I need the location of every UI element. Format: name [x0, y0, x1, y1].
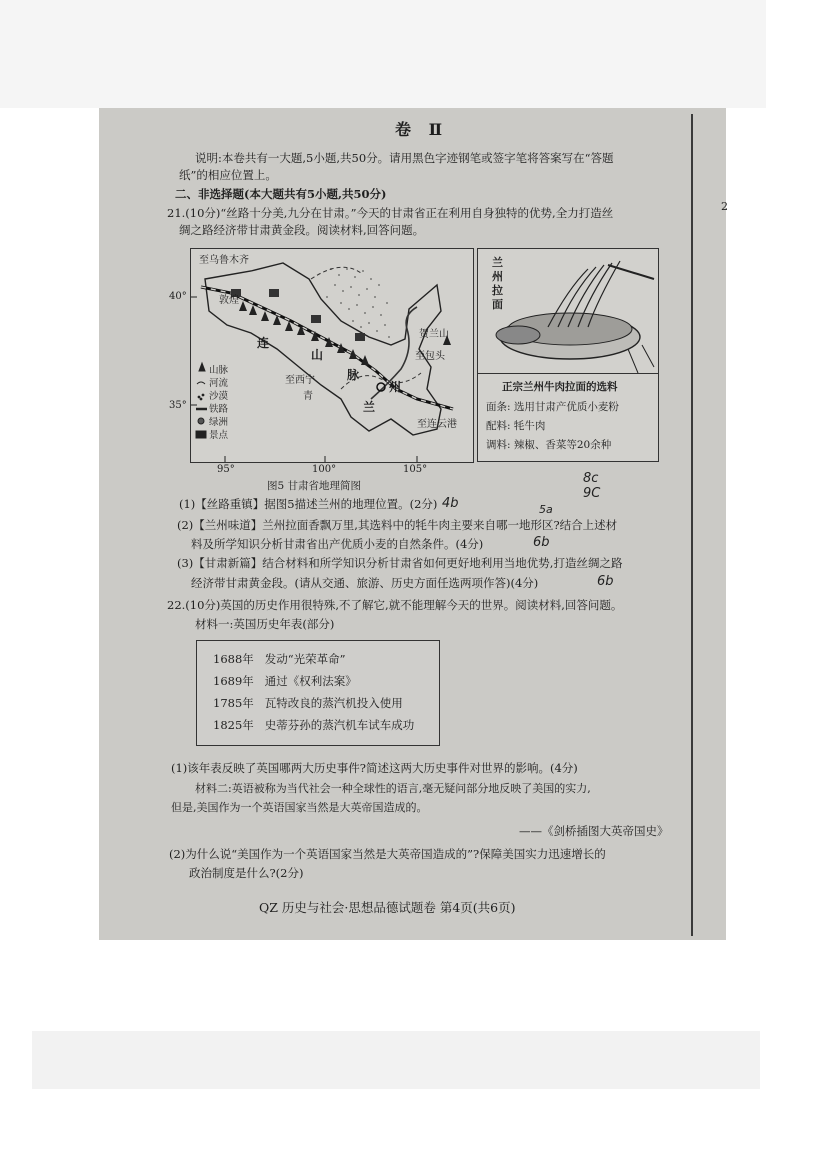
- lat-label-40: 40°: [169, 291, 187, 302]
- handwritten-6b-2: 6b: [597, 574, 614, 589]
- uk-history-timeline: [196, 640, 440, 746]
- q22-sub-2-line-1: (2)为什么说“美国作为一个英语国家当然是大英帝国造成的”?保障美国实力迅速增长的: [169, 847, 606, 861]
- timeline-row: [213, 651, 346, 667]
- timeline-year: 1785年: [213, 696, 254, 710]
- timeline-year: 1689年: [213, 674, 254, 688]
- legend-desert: 沙漠: [209, 391, 229, 402]
- lat-label-35: 35°: [169, 400, 187, 411]
- timeline-event: 史蒂芬孙的蒸汽机车试车成功: [264, 718, 415, 732]
- exam-page-photo: [99, 108, 726, 940]
- legend-scenic: 景点: [209, 430, 229, 441]
- legend-railway: 铁路: [209, 404, 229, 415]
- q21-sub-2-line-1: (2)【兰州味道】兰州拉面香飘万里,其选料中的牦牛肉主要来自哪一地形区?结合上述材: [177, 518, 618, 532]
- timeline-event: 通过《权利法案》: [264, 674, 357, 688]
- q21-sub-3-line-2: 经济带甘肃黄金段。(请从交通、旅游、历史方面任选两项作答)(4分): [191, 576, 539, 590]
- label-qilian-2: 山: [311, 348, 324, 362]
- label-to-baotou: 至包头: [415, 351, 445, 362]
- label-to-lianyungang: 至连云港: [417, 419, 457, 430]
- q22-sub-1: (1)该年表反映了英国哪两大历史事件?简述这两大历史事件对世界的影响。(4分): [171, 761, 578, 775]
- volume-title: 卷 Ⅱ: [395, 120, 449, 139]
- handwritten-5a: 5a: [539, 503, 553, 516]
- food-card-row-ingredients: 配料: 牦牛肉: [486, 420, 546, 432]
- timeline-row: [213, 717, 414, 733]
- timeline-event: 发动“光荣革命”: [264, 652, 346, 666]
- q21-stem-line-1: 21.(10分)“丝路十分美,九分在甘肃。”今天的甘肃省正在利用自身独特的优势,全力打造丝: [167, 206, 614, 220]
- label-lanzhou-1: 兰: [363, 400, 376, 414]
- q21-sub-1: (1)【丝路重镇】据图5描述兰州的地理位置。(2分): [179, 497, 438, 511]
- top-blank-band: [0, 0, 766, 108]
- timeline-row: [213, 695, 403, 711]
- handwritten-4b: 4b: [442, 496, 459, 511]
- label-qilian-3: 脉: [347, 368, 360, 382]
- food-card-row-seasoning: 调料: 辣椒、香菜等20余种: [486, 439, 612, 451]
- handwritten-6b-1: 6b: [533, 535, 550, 550]
- legend-oasis: 绿洲: [209, 417, 229, 428]
- noodle-drawing: [478, 249, 658, 373]
- bottom-blank-band: [32, 1031, 760, 1089]
- handwritten-9c: 9C: [583, 486, 601, 501]
- noodle-image-char-3: 拉: [492, 284, 503, 297]
- timeline-event: 瓦特改良的蒸汽机投入使用: [264, 696, 403, 710]
- label-dunhuang: 敦煌: [219, 295, 239, 306]
- q22-sub-2-line-2: 政治制度是什么?(2分): [189, 866, 304, 880]
- q21-sub-3-line-1: (3)【甘肃新篇】结合材料和所学知识分析甘肃省如何更好地利用当地优势,打造丝绸之路: [177, 556, 623, 570]
- legend-mountain: 山脉: [209, 365, 229, 376]
- inner-boundary-north: [311, 267, 361, 279]
- binding-line: [691, 114, 693, 936]
- handwritten-8c: 8c: [583, 471, 599, 486]
- page-footer: QZ 历史与社会·思想品德试题卷 第4页(共6页): [259, 900, 516, 915]
- desert-area: [326, 268, 390, 338]
- legend-river: 河流: [209, 378, 229, 389]
- label-qilian-1: 连: [257, 336, 270, 350]
- timeline-year: 1825年: [213, 718, 254, 732]
- map-caption: 图5 甘肃省地理简图: [267, 480, 362, 492]
- lanzhou-noodle-card: [477, 248, 659, 462]
- instructions-line-2: 纸”的相应位置上。: [179, 168, 277, 182]
- lon-label-95: 95°: [217, 464, 235, 475]
- legend-symbols: [196, 363, 207, 438]
- timeline-year: 1688年: [213, 652, 254, 666]
- food-card-title: 正宗兰州牛肉拉面的选料: [502, 381, 618, 393]
- lon-label-100: 100°: [312, 464, 337, 475]
- material-1-title: 材料一:英国历史年表(部分): [195, 617, 335, 631]
- label-to-xining: 至西宁: [285, 375, 315, 386]
- lon-label-105: 105°: [403, 464, 428, 475]
- section-title: 二、非选择题(本大题共有5小题,共50分): [175, 187, 387, 201]
- food-card-row-noodles: 面条: 选用甘肃产优质小麦粉: [486, 401, 619, 413]
- material-2-line-1: 材料二:英语被称为当代社会一种全球性的语言,毫无疑问部分地反映了美国的实力,: [195, 782, 591, 795]
- gansu-map: [190, 248, 474, 463]
- q21-sub-2-line-2: 料及所学知识分析甘肃省出产优质小麦的自然条件。(4分): [191, 537, 484, 551]
- label-helan: 贺兰山: [419, 329, 449, 340]
- label-qinghai: 青: [303, 391, 313, 402]
- material-2-source: ——《剑桥插图大英帝国史》: [519, 824, 669, 838]
- edge-page-mark: 2: [721, 200, 728, 213]
- label-to-urumqi: 至乌鲁木齐: [199, 255, 249, 266]
- noodle-illustration: [478, 249, 658, 374]
- q21-stem-line-2: 绸之路经济带甘肃黄金段。阅读材料,回答问题。: [179, 223, 425, 237]
- label-lanzhou-2: 州: [389, 380, 402, 394]
- instructions-line-1: 说明:本卷共有一大题,5小题,共50分。请用黑色字迹钢笔或签字笔将答案写在“答题: [195, 151, 614, 165]
- noodle-image-char-2: 州: [492, 270, 503, 283]
- q22-stem: 22.(10分)英国的历史作用很特殊,不了解它,就不能理解今天的世界。阅读材料,回答问题。: [167, 598, 623, 612]
- noodle-image-char-1: 兰: [492, 256, 503, 269]
- timeline-row: [213, 673, 357, 689]
- material-2-line-2: 但是,美国作为一个英语国家当然是大英帝国造成的。: [171, 801, 428, 814]
- noodle-image-char-4: 面: [492, 298, 503, 311]
